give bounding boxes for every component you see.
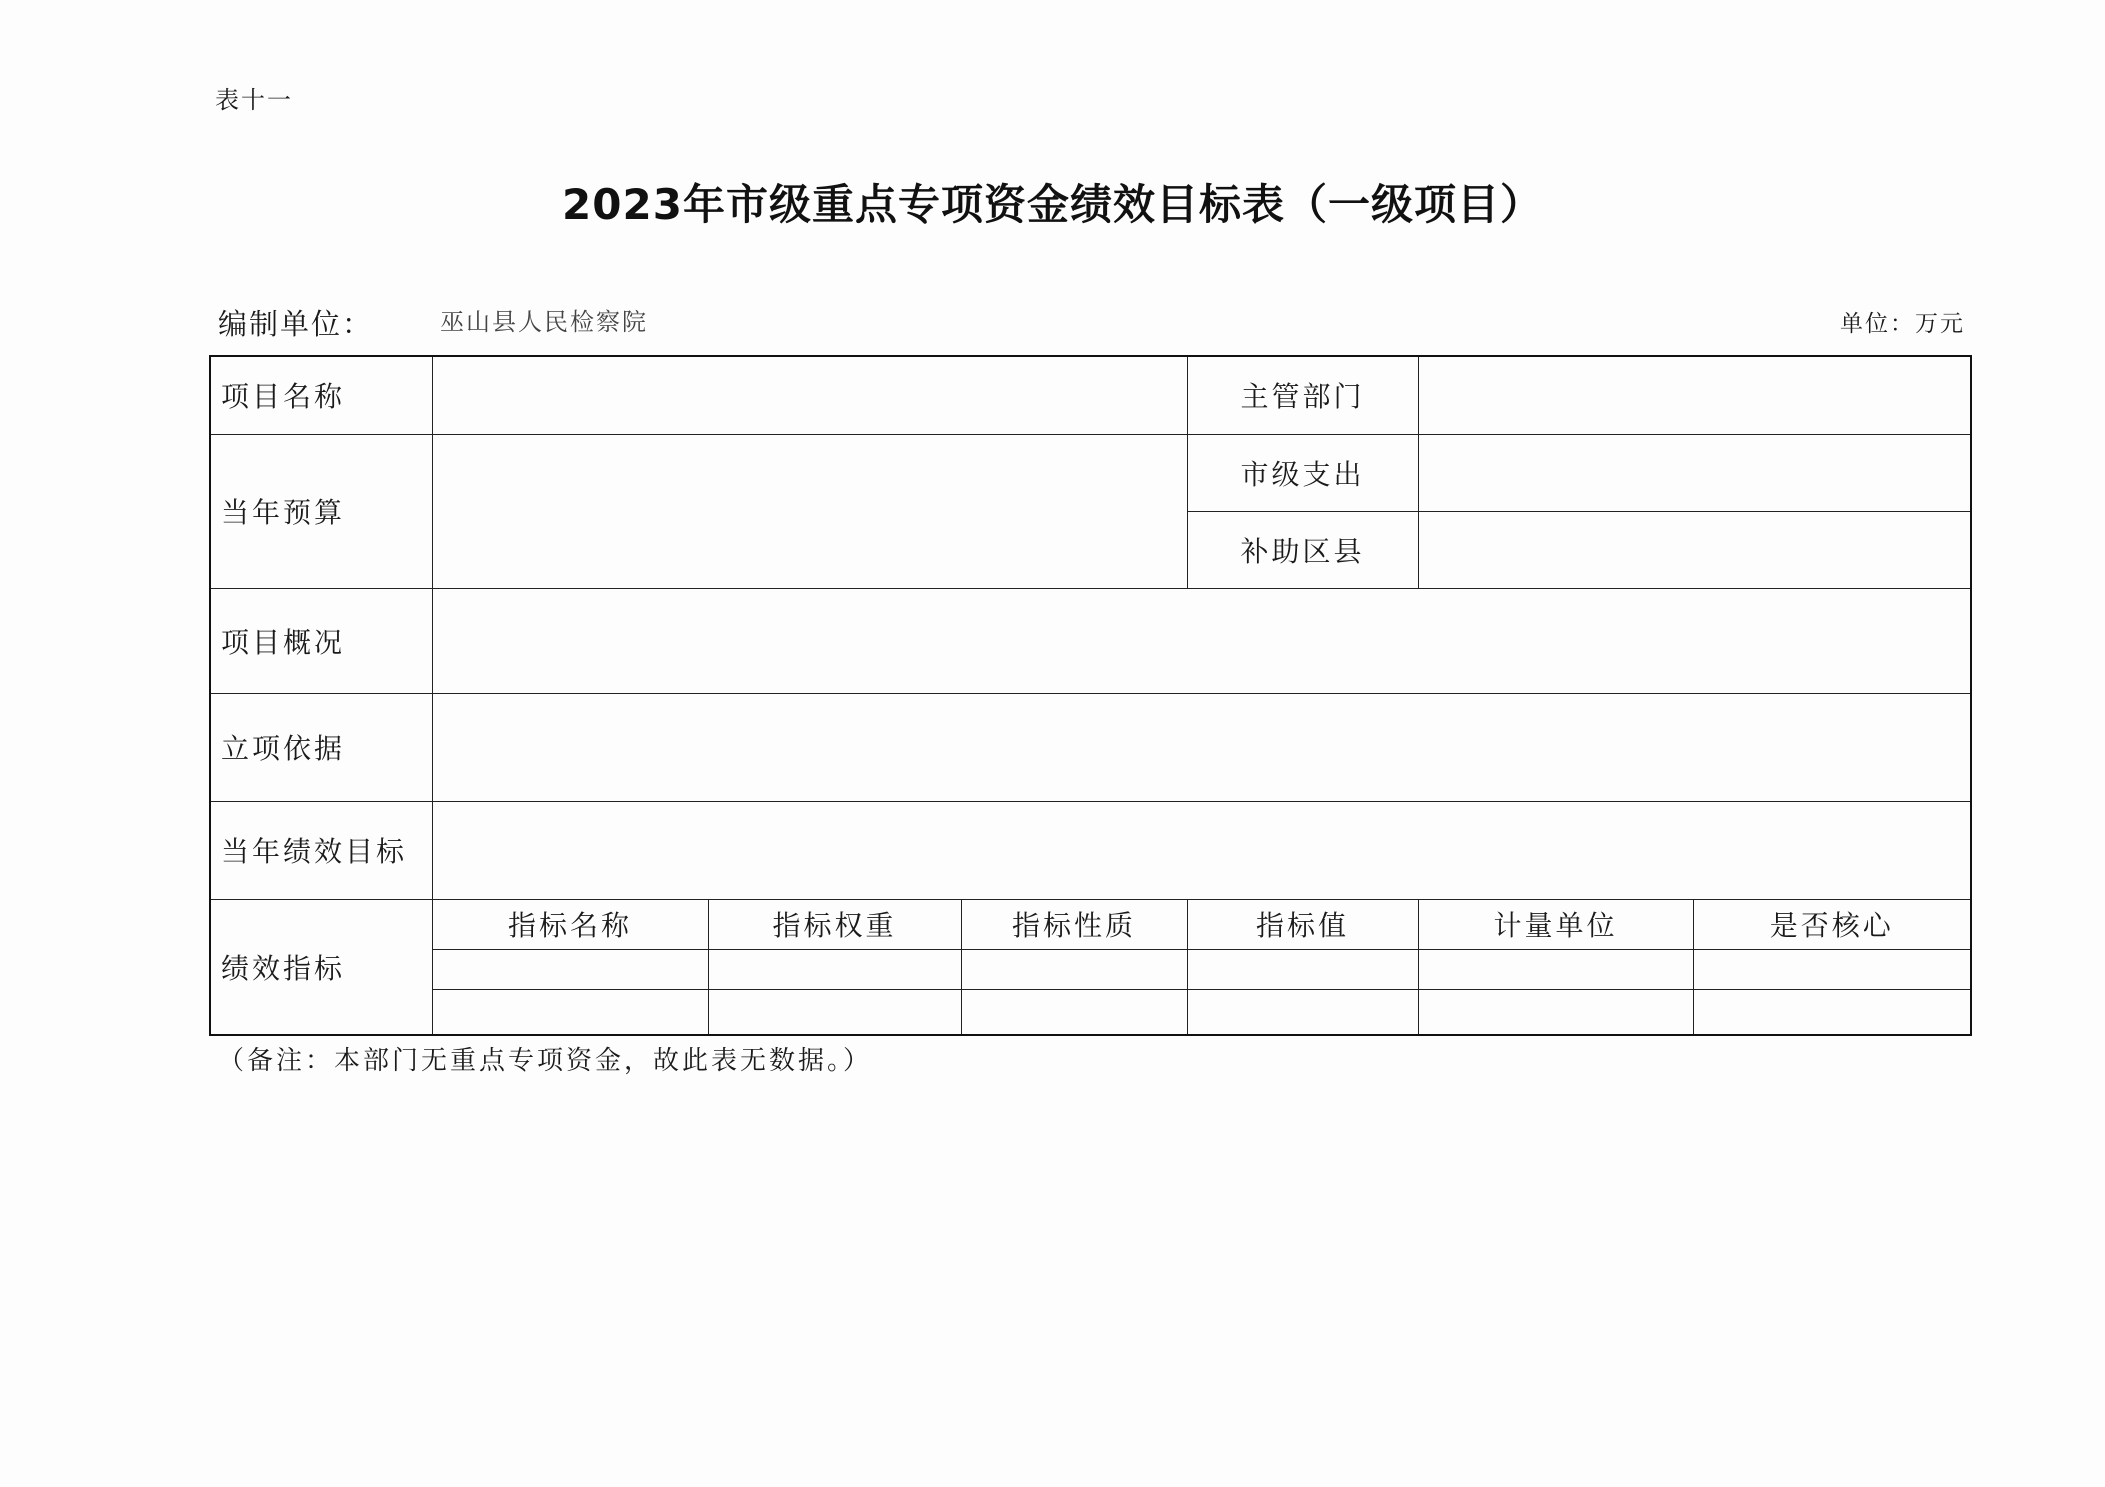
table-cell (1187, 949, 1418, 989)
project-basis-value (432, 693, 1971, 801)
performance-indicators-label: 绩效指标 (210, 899, 432, 1035)
table-row (210, 356, 1971, 434)
table-cell (432, 989, 708, 1035)
table-cell (432, 949, 708, 989)
page-title: 2023年市级重点专项资金绩效目标表（一级项目） (562, 180, 1543, 229)
project-name-label: 项目名称 (210, 356, 432, 434)
footnote: （备注：本部门无重点专项资金，故此表无数据。） (218, 1046, 873, 1076)
current-budget-label: 当年预算 (210, 434, 432, 588)
table-row (210, 693, 1971, 801)
table-row (210, 949, 1971, 989)
annual-goal-label: 当年绩效目标 (210, 801, 432, 899)
indicator-value-header: 指标值 (1187, 899, 1418, 949)
table-cell (1693, 989, 1971, 1035)
table-row (210, 588, 1971, 693)
org-value: 巫山县人民检察院 (440, 308, 648, 336)
table-cell (1693, 949, 1971, 989)
is-core-header: 是否核心 (1693, 899, 1971, 949)
city-expenditure-label: 市级支出 (1187, 434, 1418, 511)
annual-goal-value (432, 801, 1971, 899)
table-row (210, 801, 1971, 899)
table-cell (708, 989, 961, 1035)
org-label: 编制单位： (218, 307, 374, 341)
supervisor-dept-label: 主管部门 (1187, 356, 1418, 434)
indicator-nature-header: 指标性质 (961, 899, 1187, 949)
indicator-weight-header: 指标权重 (708, 899, 961, 949)
table-cell (1418, 949, 1693, 989)
measure-unit-header: 计量单位 (1418, 899, 1693, 949)
table-row (210, 899, 1971, 949)
city-expenditure-value (1418, 434, 1971, 511)
project-overview-label: 项目概况 (210, 588, 432, 693)
table-cell (961, 989, 1187, 1035)
table-row (210, 434, 1971, 511)
table-row (210, 989, 1971, 1035)
table-cell (1187, 989, 1418, 1035)
project-name-value (432, 356, 1187, 434)
table-cell (961, 949, 1187, 989)
supervisor-dept-value (1418, 356, 1971, 434)
table-cell (708, 949, 961, 989)
indicator-name-header: 指标名称 (432, 899, 708, 949)
current-budget-value (432, 434, 1187, 588)
performance-goal-table (209, 355, 1972, 1036)
county-subsidy-label: 补助区县 (1187, 511, 1418, 588)
table-cell (1418, 989, 1693, 1035)
project-basis-label: 立项依据 (210, 693, 432, 801)
project-overview-value (432, 588, 1971, 693)
table-number: 表十一 (215, 86, 293, 114)
county-subsidy-value (1418, 511, 1971, 588)
unit-label: 单位：万元 (1840, 311, 1965, 337)
